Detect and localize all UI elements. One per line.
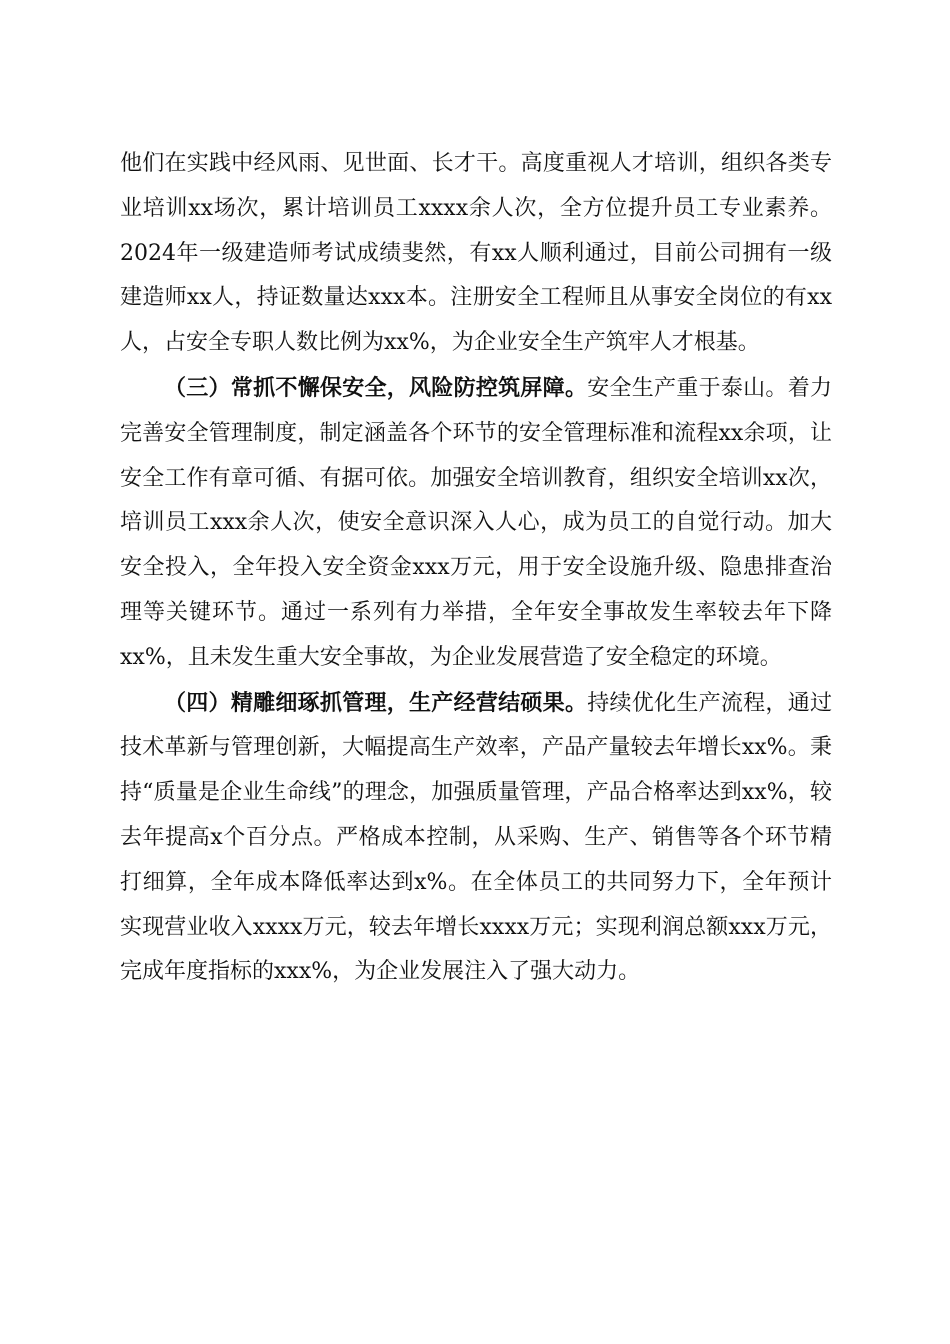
section-4-heading: （四）精雕细琢抓管理，生产经营结硕果。 <box>164 689 588 716</box>
section-3-body: 安全生产重于泰山。着力完善安全管理制度，制定涵盖各个环节的安全管理标准和流程xx余项，让安全工作有章可循、有据可依。加强安全培训教育，组织安全培训xx次，培训员工xxx余人次，使安全意识深入人心，成为员工的自觉行动。加大安全投入，全年投入安全资金xxx万元，用于安全设施升级、隐患排查治理等关键环节。通过一系列有力举措，全年安全事故发生率较去年下降xx%，且未发生重大安全事故，为企业发展营造了安全稳定的环境。 <box>120 375 832 670</box>
section-3-heading: （三）常抓不懈保安全，风险防控筑屏障。 <box>164 374 588 401</box>
paragraph-management <box>120 681 832 996</box>
paragraph-safety <box>120 366 832 681</box>
section-4-body: 持续优化生产流程，通过技术革新与管理创新，大幅提高生产效率，产品产量较去年增长xx%。秉持“质量是企业生命线”的理念，加强质量管理，产品合格率达到xx%，较去年提高x个百分点。严格成本控制，从采购、生产、销售等各个环节精打细算，全年成本降低率达到x%。在全体员工的共同努力下，全年预计实现营业收入xxxx万元，较去年增长xxxx万元；实现利润总额xxx万元，完成年度指标的xxx%，为企业发展注入了强大动力。 <box>120 690 832 985</box>
document-body <box>120 142 832 995</box>
paragraph-talent-training: 他们在实践中经风雨、见世面、长才干。高度重视人才培训，组织各类专业培训xx场次，累计培训员工xxxx余人次，全方位提升员工专业素养。2024年一级建造师考试成绩斐然，有xx人顺利通过，目前公司拥有一级建造师xx人，持证数量达xxx本。注册安全工程师且从事安全岗位的有xx人，占安全专职人数比例为xx%，为企业安全生产筑牢人才根基。 <box>120 151 832 356</box>
